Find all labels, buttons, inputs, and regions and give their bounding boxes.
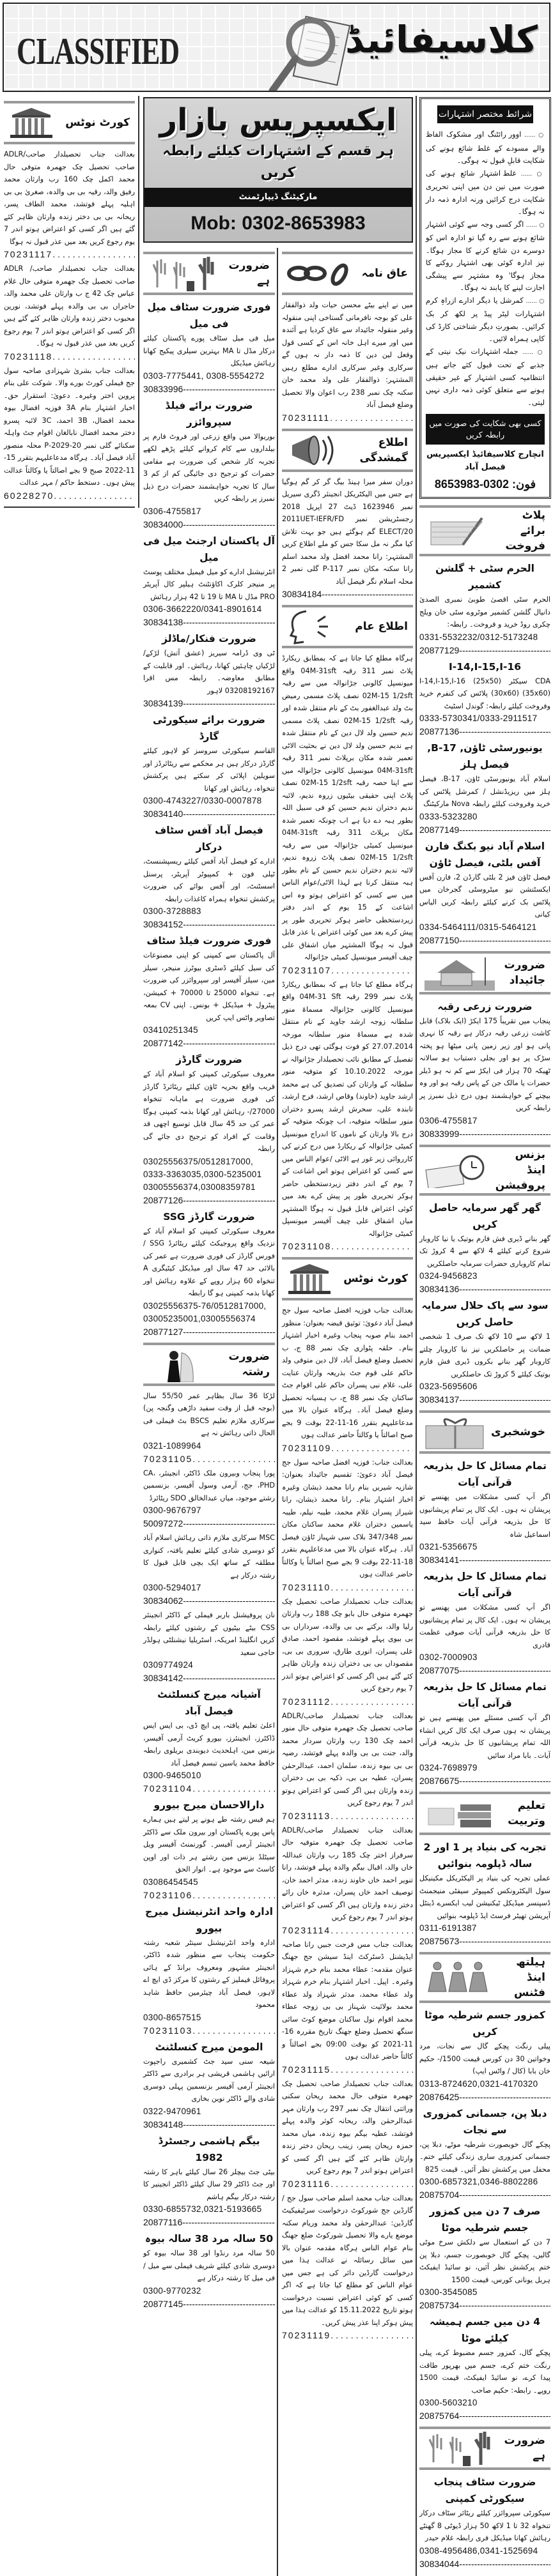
ad-reference-number: 70231118 ..... xyxy=(4,350,135,363)
classified-ad xyxy=(282,476,413,602)
ad-body: القاسم سیکورٹی سروسز کو لاہور کیلئے گارڈز درکار ہیں ہر محکمے سے ریٹائرڈز اور سویلین اپلائی کر سکتے ہیں پرکشش تنخواہ، رہائش اور کھانا xyxy=(143,747,275,793)
ad-phone: 0333-5323280 xyxy=(419,811,478,821)
books-icon xyxy=(424,1795,495,1831)
ad-phone: 0300-3545085 xyxy=(419,2287,478,2297)
ad-title: الحرم سٹی + گلشن کشمیر xyxy=(435,563,534,591)
ad-phone: 0334-5464111/0315-5464121 xyxy=(419,922,537,932)
ad-title: بیگم ہاشمی رجسٹرڈ 1982 xyxy=(158,2135,260,2163)
ad-body: انٹرنیشنل ادارے کو میل فیمیل مختلف پوسٹ پر منیجر کلرک اکاؤنٹنٹ ہیلپر کال آپریٹر PRO مڈل تا MA تا 19 تا 42 ہزار رہائش xyxy=(143,567,275,601)
section-title: تعلیم وتربیت xyxy=(508,1799,545,1827)
ad-phone: 0321-1089964 xyxy=(143,1440,201,1451)
ad-body: بعدالت جناب تحصیلدار صاحب/ ADLR صاحب تحصیل چک جھمرہ متوفی حال غلام عباس چک 42 ج ب وارثان علی محمد والد، حاجراں بی بی والدہ پہلے فوتشد، نورین محبوب دختر زندہ وارثان ظاہر کئے گئے ہیں اگر کسی کو اعتراض ہوتو اندر 7 یوم رجوع کریں بعد میں عذر قبول نہ ہوگا۔ xyxy=(4,264,135,347)
ad-body: اگر آپ کسی مسئلے میں پھنسے ہیں تو پریشان نہ ہوں صرف ایک کال کریں انشاء اللہ تمام پریشانیوں کا حل بذریعہ قرآنی آیات۔ بابا مراد سائیں xyxy=(419,1714,550,1760)
classified-ad xyxy=(143,822,275,931)
classified-ad xyxy=(282,1939,413,2077)
ad-reference-number: 30834140 ----- xyxy=(143,807,275,821)
rules-complaint-bar: کسی بھی شکایت کی صورت میں رابطہ کریں xyxy=(426,414,545,445)
section-header xyxy=(143,252,275,295)
classified-ad xyxy=(419,2203,550,2312)
ad-body: میل فی میل سٹاف پورے پاکستان کیلئے درکار مڈل تا MA بہترین سیلری پیکیج کھانا رہائش میڈیکل xyxy=(143,334,275,367)
classified-ad xyxy=(419,838,550,947)
ad-phone: 0306-3662220/0341-8901614 xyxy=(143,604,262,614)
ad-reference-number: 30834062 ----- xyxy=(143,1594,275,1608)
ad-body: ہرگاہ مطلع کیا جاتا ہے کہ بمطابق ریکارڈ پلاٹ نمبر 299 رقبہ 04M-31 Sft واقع میونسپل کالونی جڑانوالہ مسماۃ منور سلطانہ زوجہ ارشد جاوید کے نام منتقل شدہ ہے مسماۃ منور سلطانہ مورخہ 27.07.2014 کو فوت ہوگئی تھی درج ذیل تفصیل کے مطابق نائب تحصیلدار جڑانوالہ نے مورخہ 10.10.2022 کو متوفیہ منور سلطانہ کے وارثان کی تصدیق کی ہے محمد ارشد جاوید (خاوند) وقاص ارشد، فرح ارشد، تابندہ علی، سحرش ارشد پسرو دختران منور سلطانہ متوفیہ، اب چونکہ متوفیہ کے درج بالا وارثان کے ناموں کا اندراج میونسپل کمیٹی جڑانوالہ کے ریکارڈ میں درج کرنے کی کارروائی زیر غور ہے الاٹی /عوام الناس میں سے کسی کو اعتراض ہوتو اس اشاعت کے 7 یوم کے اندر دفتر زیردستخطی حاضر ہوکر تحریری طور پر پیش کرے بعد میں کوئی اعتراض قابل قبول نہ ہوگا المشتہر میاں اشفاق علی چیف آفیسر میونسپل کمیٹی جڑانوالہ xyxy=(282,980,413,1238)
ad-reference-number: 30834044 ----- xyxy=(419,2557,550,2571)
ad-reference-number: 70231115 ..... xyxy=(282,2063,413,2077)
classified-ad xyxy=(282,652,413,977)
classified-rules-box xyxy=(419,97,551,499)
ad-title: المومن میرج کنسلٹنٹ xyxy=(155,2041,263,2053)
ad-title: 4 دن میں جسم ہمیشہ کیلئے موٹا xyxy=(429,2316,541,2344)
ad-body: ٹی وی ڈرامہ سیریز (عشق آتش) لڑکے/لڑکیاں چاہئیں کھانا، رہائش۔ اور قابلیت کے مطابق معاوضہ۔ رابطہ مس اقرا 03208192167 لاہور xyxy=(143,649,275,695)
ad-phone: 0308-4956486,0341-1525694 xyxy=(419,2545,538,2556)
ad-body: بعدالت جناب تحصیلدار صاحب/ADLR صاحب تحصیل چک جھمرہ متوفیہ حال سرفراز اختر چک 185 رب وارثان عبداللہ خاں والد، اقبال بیگم والدہ پہلے فوتشد، رانا تنویر احمد خاں خاوند زندہ، مدثر احمد خان، توصیف احمد خاں پسران، مدثرہ خاں رائے دختر زندہ وارثان ہیں اگر کسی کو اعتراض ہوتو اندر 7 یوم رجوع کریں xyxy=(282,1825,413,1921)
ad-title: یونیورسٹی ٹاؤن, B-17, فیصل ہلز xyxy=(427,742,543,770)
classified-ad xyxy=(143,1532,275,1608)
express-bazaar-banner xyxy=(143,97,413,243)
ad-reference-number: 70231111 ..... xyxy=(282,411,413,425)
column-jobs-matrimonial xyxy=(143,248,275,2344)
ad-phone: 03410251345 xyxy=(143,1025,198,1035)
classified-ad xyxy=(143,1903,275,2038)
ad-body: ہم فیس رشتہ طے ہونے پر لیتے ہیں ہمارے پاس پورے پاکستان اور بیرون ملک سے ڈاکٹر انجینئر آرمی آفیسر۔ گورنمنٹ آفیسر ویل سیٹلڈ بزنس مین رشتے ہر ذات اور اوپن کاسٹ سے موجود ہے۔ انوار الحق xyxy=(143,1815,275,1873)
ad-reference-number: 70231110 ..... xyxy=(282,1581,413,1594)
section-header xyxy=(419,2427,550,2470)
ad-reference-number: 20877149 ----- xyxy=(419,823,550,837)
masthead xyxy=(3,3,550,92)
section-title: پلاٹ برائے فروخت xyxy=(505,509,545,553)
ad-title: ضرورت زرعی رقبہ xyxy=(437,1000,533,1012)
section-header xyxy=(282,1257,413,1300)
ad-body: اسلام آباد یونیورسٹی ٹاؤن، B-17، فیصل ہلز میں ریزیڈنشل / کمرشل پلاٹس کی خرید وفروخت کیلئے رابطہ Nova مارکیٹنگ xyxy=(419,775,550,808)
column-court-notices xyxy=(4,97,135,508)
ad-body: سیکورٹی سپروائزر کیلئے ریٹائر سٹاف درکار تنخواہ 32 تا 1 لاکھ 50 ہزار ڈیوٹی 8 گھنٹے رہائش کھانا میڈیکل فری رابطہ غلام حیدر xyxy=(419,2509,550,2542)
classified-ad xyxy=(282,2078,413,2191)
ad-phone: 0311-6191387 xyxy=(419,1923,477,1933)
ad-title: ضرورت فنکار/ماڈلز xyxy=(162,633,256,644)
section-title: خوشخبری xyxy=(491,1426,545,1438)
right-section xyxy=(419,97,551,2572)
ad-phone: 0306-4755817 xyxy=(143,506,201,516)
ad-body: بیٹی جٹ بیچلر 26 سال کیلئے باہر کا رشتہ اور جٹ ڈاکٹر 29 سال کیلئے ڈاکٹر انجینیر کا رشتہ درکار بیگم ہاشم xyxy=(143,2167,275,2201)
ad-phone: 0300-9770232 xyxy=(143,2285,201,2296)
ad-body: بعدالت جناب: فوزیہ افضل صاحبہ سول جج فیصل آباد دعویٰ: تقسیم جائیداد بعنوان: شازیہ شیریں بنام رانا محمد ذیشان وغیرہ اخبار اشتہار بنام۔ رانا محمد ذیشان، رانا شیراز پسران غلام محمد، طیبہ نیلم، طیبہ یاسمین دختران غلام محمد ساکنان مکان نمبر 347/348 بلاک سی شہباز ٹاؤن فیصل آباد۔ ہرگاہ عنوان بالا میں مدعاعلیہم بتقرر 18-11-22 بوقت 9 بجے صبح اصالتاً یا وکالتاً حاضر عدالت ہوں xyxy=(282,1458,414,1578)
ad-title: تجربہ کی بنیاد پر 1 اور 2 سالہ ڈپلومہ بنوائیں xyxy=(423,1841,547,1870)
ad-body: لڑکا 36 سال بظاہر عمر 55/50 سال (بوجہ قبل از وقت سفید داڑھی وگنجہ پن) سرکاری ملازم تعلیم BSCS بٹ فیملی فی الحال ذاتی رہائش نہ ہے xyxy=(143,1391,275,1437)
house-icon xyxy=(424,955,495,991)
classified-ad xyxy=(143,2230,275,2311)
section-title: کورٹ نوٹس xyxy=(343,1272,408,1285)
ad-phone: 03025556375/0512817000, 0333-3363035,0300-5235001 03005556374,03008359781 xyxy=(143,1156,262,1192)
section-title: عاق نامہ xyxy=(361,267,408,280)
ad-title: دارالاحسان میرج بیورو xyxy=(153,1799,265,1811)
ad-body: اگر آپ کسی مشکلات میں پھنسے تو پریشان نہ ہوں۔ ایک کال پر تمام پریشانیوں کا حل بذریعہ قرآنی آیات حافظ سید اسماعیل شاہ xyxy=(419,1493,550,1539)
classified-ad xyxy=(419,659,550,739)
fitness-icon xyxy=(424,1960,495,1995)
ad-body: ادارہ واحد انٹرنیشنل سینٹر شعبہ رشتہ حکومت پنجاب سے منظور شدہ ڈاکٹر، انجینئر مشہور ومعروف برانڈ کے ہائی پروفائل فیملیز کے رشتوں کا مرکز ڈی ایچ اے لاہور، فیصل آباد چیئرمین حافظ شاہد محمود xyxy=(143,1938,275,2009)
ad-title: سود سے پاک حلال سرمایہ حاصل کریں xyxy=(421,1300,549,1328)
banner-department: مارکیٹنگ ڈیپارٹمنٹ xyxy=(144,188,412,207)
ad-reference-number: 30834152 ----- xyxy=(143,918,275,931)
section-header xyxy=(419,1145,550,1196)
ad-body: معروف سیکورٹی کمپنی کو اسلام آباد کے نزدیک واقع پروجیکٹ کیلئے ریٹائرڈ SSG / فورس گارڈز کی فوری ضرورت ہے عمر کی بالائی حد 47 سال اور میڈیکل کیٹیگری A تنخواہ 60 ہزار روپے کے علاوہ رہائش اور کھانا بذمہ کمپنی ہو گا رابطہ xyxy=(143,1226,275,1297)
ad-phone: 0300-9676797 xyxy=(143,1505,201,1515)
ad-body: بوریوالا میں واقع زرعی اور فروٹ فارم پر بیلداروں سے کام کروانے کیلئے پڑھے لکھے تجربہ کار شخص کی ضرورت ہے مقامی حضرات کو ترجیح دی جائیگی کم از کم 3 سال کا تجربہ خواہشمند حضرات درج ذیل نمبرز پر رابطہ کریں xyxy=(143,432,275,503)
classified-ad xyxy=(282,1824,413,1937)
clock-icon xyxy=(424,1152,495,1188)
ad-reference-number: 70231108 ..... xyxy=(282,1240,413,1253)
ad-body: عملی تجربہ کی بنیاد پر الیکٹریکل مکینیکل سول الیکٹرونکس کمپیوٹر سیفٹی منیجمنٹ ڈسپنسر میڈیکل ٹیکنیشن لیب ایکسرے ڈینٹل آپریشن تھیٹر فرسٹ ایڈ ڈپلومہ بنوائیں xyxy=(419,1874,550,1920)
ad-reference-number: 20877075 ----- xyxy=(419,1664,550,1677)
ad-body: دوران سفر میرا ہینڈ بیگ گر کر گم ہوگیا ہے جس میں الیکٹریکل انجینئر ڈگری سیریل نمبر 1623946 ڈیٹ 27 اپریل 2018 رجسٹریشن نمبر 2011UET-IEFR/FD ELECT/20 گم ہوگئے ہیں جو بہت تلاش کیا مگر نہ مل سکا جس کو ملے اطلاع کریں المشتہر: رانا محمد افضل ولد محمد اسلم رانا سکنہ مکان نمبر P-117 گلی نمبر 2 محلہ اسلام نگر فیصل آباد xyxy=(282,477,414,586)
classified-ad xyxy=(143,630,275,710)
ad-body: 50 سالہ مرد رنڈوا اور 38 سالہ بیوہ کو دوسری شادی کیلئے شریف فیملی سے میل / فی میل کا رشتہ درکار ہے xyxy=(143,2249,275,2282)
column-divider xyxy=(138,96,139,508)
ad-reference-number: 20877142 ----- xyxy=(143,1037,275,1050)
ad-reference-number: 70231107 ..... xyxy=(282,964,413,977)
ad-reference-number: 20877129 ----- xyxy=(419,644,550,657)
ad-reference-number: 30834142 ----- xyxy=(143,1672,275,1685)
ad-body: بعدالت جناب تحصیلدار صاحب تحصیل چک جھمرہ متوفی حال بابو چک 188 رب وارثان رلیا والد، برکتے بی بی والدہ، سرداراں بی بی بیوی پہلے فوتشد، مقصود احمد، صادق علی پسران، انوری طارق، سروری بی بی، مقصوداں بی بی دختران زندہ وارثان ظاہر کئے گئے ہیں اگر کسی کو اعتراض ہوتو اندر 7 یوم رجوع کریں xyxy=(282,1597,414,1693)
ad-title: کمزور جسم شرطیہ موٹا کریں xyxy=(424,2009,545,2038)
section-header xyxy=(143,1343,275,1386)
ad-body: 1 لاکھ سے 10 لاکھ تک صرف 1 شخصی ضمانت پر حاصلکریں نیز نیا کاروبار چلتے کاروبار گھر بنانے بکروں ڈیری فش فارم بوتیک کیلئے 5 کروڑ تک حاصلکریں xyxy=(419,1332,550,1378)
rules-title: شرائط مختصر اشتہارات xyxy=(437,105,533,123)
ad-phone: 0300-8657515 xyxy=(143,2012,201,2022)
middle-columns xyxy=(143,248,413,2344)
ad-reference-number: 30834000 ----- xyxy=(143,518,275,531)
ad-title: فوری ضرورت سٹاف میل فی میل xyxy=(147,301,271,330)
classified-ad xyxy=(143,1208,275,1339)
ad-reference-number: 70231112 ..... xyxy=(282,1695,413,1709)
ad-title: تمام مسائل کا حل بذریعہ قرآنی آیات xyxy=(423,1460,547,1488)
ad-body: میں نے اپنے بیٹے محسن حیات ولد ذوالفقار علی کو بوجہ نافرمانی گستاخی اپنی منقولہ وغیر منقولہ جائیداد سے عاق کردیا ہے آئندہ میں اور میرے اہل خانہ اس کے کسی قول وفعل لین دین کا ذمہ دار نہ ہوں گے سرکاری وغیر سرکاری ادارے مطلع رہیں المشتہر: ذوالفقار علی ولد محمد خان سکنہ چک نمبر 238 رب اعوان والا تحصیل وضلع فیصل آباد xyxy=(282,301,413,409)
ad-reference-number: 20877116 ----- xyxy=(143,2216,275,2229)
ad-title: ضرورت برائے فیلڈ سپروائزر xyxy=(165,399,253,428)
classified-ad xyxy=(143,397,275,531)
ad-body: پچکے گال، کمزور جسم مضبوط کرے، پیلی رنگت ختم کرے، جسم میں بھرپور طاقت پیدا کرے، نو سائیڈ ایفیکٹ، قیمت 1500 روپے۔ رابطہ: حکیم صاحب xyxy=(419,2349,550,2395)
ad-title: I-14,I-15,I-16 xyxy=(448,660,522,673)
ad-title: تمام مسائل کا حل بذریعہ قرآنی آیات xyxy=(423,1681,547,1709)
classified-ad xyxy=(143,2133,275,2230)
ad-body: معروف سیکورٹی کمپنی کو اسلام آباد کے قریب واقع بحریہ ٹاؤن کیلئے ریٹائرڈ گارڈز کی فوری ضرورت ہے ماہانہ تنخواہ 27000/- رہائش اور کھانا بذمہ کمپنی ہوگا عمر کی حد 45 سال قابل توسیع اچھی قد وقامت کے افراد کو ترجیح دی جائے گی رابطہ xyxy=(143,1070,275,1153)
ad-phone: 0300-3728883 xyxy=(143,906,201,916)
section-header xyxy=(282,605,413,648)
classified-ad xyxy=(143,1390,275,1466)
banner-mobile: Mob: 0302-8653983 xyxy=(191,213,366,234)
ad-title: ادارہ واحد انٹرنیشنل میرج بیورو xyxy=(145,1905,273,1934)
ad-phone: 0300-4743227/0330-0007878 xyxy=(143,796,262,805)
ad-body: 7 دن کے استعمال سے دلکش سرخ موٹی گالیں، پچکے گال خوبصورت جسم، دبلا پن ختم پرکشش نظر آئیں، نو سائیڈ ایفیکٹ ہربل یونانی کورس، قیمت 1500 xyxy=(419,2238,550,2284)
classified-ad xyxy=(143,533,275,630)
section-title: کورٹ نوٹس xyxy=(65,116,130,129)
classified-ad xyxy=(419,1679,550,1788)
column-property-business-health xyxy=(419,505,550,2571)
column-divider xyxy=(416,96,417,2576)
ad-phone: 0309774924 xyxy=(143,1660,194,1670)
classified-ad xyxy=(143,1467,275,1531)
ad-reference-number: 30834184 ----- xyxy=(282,588,413,601)
classified-ad xyxy=(419,998,550,1141)
ad-reference-number: 20875734 ----- xyxy=(419,2299,550,2312)
chain-icon xyxy=(287,259,351,287)
ad-reference-number: 20877145 ----- xyxy=(143,2298,275,2311)
classified-ad xyxy=(419,2313,550,2423)
ad-reference-number: 20877127 ----- xyxy=(143,1325,275,1339)
classified-ad xyxy=(143,1609,275,1685)
classified-ad xyxy=(419,1297,550,1406)
classified-ad xyxy=(282,979,413,1254)
ad-phone: 0322-9470961 xyxy=(143,2106,201,2116)
ad-title: فوری ضرورت فیلڈ سٹاف xyxy=(146,935,272,947)
ad-phone: 0333-5730341/0333-2911517 xyxy=(419,713,538,723)
classified-ad xyxy=(282,1710,413,1823)
classified-ad xyxy=(419,1200,550,1297)
ad-title: 50 سالہ مرد 38 سالہ بیوہ xyxy=(144,2233,274,2244)
ad-reference-number: 20875764 ----- xyxy=(419,2409,550,2423)
ad-reference-number: 30834141 ----- xyxy=(419,1553,550,1567)
ad-phone: 0330-6855732,0321-5193665 xyxy=(143,2204,262,2214)
ad-body: نان پروفیشنل باربر فیملی کے ڈاکٹر انجینئر CSS بیٹے بیٹیوں کے رشتوں کیلئے رابطہ کریں انگلینڈ امریکہ، اسٹریلیا نیشنلٹی ہولڈر حاجی سعید xyxy=(143,1611,275,1657)
classified-ad xyxy=(419,560,550,657)
ad-body: CDA سیکٹر I-14,I-15,I-16 (25x50)(30x60) (35x60) پلاٹس کی کنفرم خرید وفروخت کیلئے رابطہ: گوندل اسٹیٹ xyxy=(419,676,550,710)
ad-phone: 03086454545 xyxy=(143,1877,198,1887)
ad-title: آشیانہ میرج کنسلٹنٹ فیصل آباد xyxy=(157,1689,261,1717)
ad-reference-number: 30834139 ----- xyxy=(143,697,275,710)
classified-ad xyxy=(4,365,135,503)
ad-reference-number: 20875673 ----- xyxy=(419,1935,550,1948)
ad-phone: 0302-7000903 xyxy=(419,1652,478,1662)
classified-ad xyxy=(282,299,413,425)
ad-phone: 0300-5603210 xyxy=(419,2398,478,2407)
court-icon xyxy=(9,106,54,139)
ad-title: ضرورت گارڈز xyxy=(176,1054,242,1065)
classified-ad xyxy=(282,1304,413,1455)
section-header xyxy=(419,1952,550,2003)
ad-title: تمام مسائل کا حل بذریعہ قرآنی آیات xyxy=(423,1571,547,1599)
classified-ad xyxy=(419,1568,550,1677)
classified-ad xyxy=(419,2474,550,2571)
ad-phone: 0324-9456823 xyxy=(419,1271,478,1281)
ad-reference-number: 20876425 ----- xyxy=(419,2091,550,2104)
section-header xyxy=(419,1410,550,1454)
banner-subtitle: ہر قسم کے اشتہارات کیلئے رابطہ کریں xyxy=(162,143,394,181)
ad-title: ضرورت برائے سیکورٹی گارڈ xyxy=(153,714,265,742)
classified-ad xyxy=(419,1458,550,1567)
section-title: اطلاع عام xyxy=(355,620,408,633)
classified-ad xyxy=(143,1686,275,1795)
ad-phone: 0323-5695606 xyxy=(419,1382,478,1391)
section-title: ہیلتھ اینڈ فٹنس xyxy=(513,1956,545,1999)
banner-title: ایکسپریس بازار xyxy=(159,102,397,138)
ad-body: بعدالت جناب تحصیلدار صاحب/ADLR صاحب تحصیل چک جھمرہ متوفی حال منور احمد چک 130 رب وارثان سردار محمد والد، جنت بی بی والدہ پہلے فوتشد، رضیہ بی بی بیوہ زندہ، سلمان احمد، عبدالرحمٰن پسران، عطیہ بی بی، ذکیہ بی بی دختران زندہ وارثان ہیں اگر کسی کو اعتراض ہوتو اندر 7 یوم رجوع کریں xyxy=(282,1711,414,1807)
gift-icon xyxy=(421,1414,491,1450)
ad-reference-number: 20875704 ----- xyxy=(419,2188,550,2202)
rules-list xyxy=(426,128,545,409)
ad-body: گھر بنانے ڈیری فش فارم بوتیک یا نیا کاروبار شروع کرنے کیلئے 4 لاکھ سے 4 کروڑ تک تمام کاروباری حضرات سرمایہ حاصلکریں xyxy=(419,1234,551,1268)
rule-item: ○ ...... اوور رائٹنگ اور مشکوک الفاظ والے مسودے کے غلط شائع ہونے کی شکایت قابلِ قبول نہ ہوگی۔ xyxy=(426,128,545,167)
ad-body: پچکے گال خوبصورت شرطیہ موٹے، دبلا پن، جسمانی کمزوری ساری زندگی کیلئے ختم۔ محفل میں پرکشش نظر آئیں۔ قیمت 825 xyxy=(419,2140,550,2174)
rule-item: ○ ...... غلط اشتہار شائع ہونے کی صورت میں تین دن میں اپنی تحریری شکایت درج کرائیں ورنہ ادارہ ذمہ دار نہ ہوگا۔ xyxy=(426,167,545,218)
classified-ad xyxy=(419,740,550,837)
ad-phone: 0300-5294017 xyxy=(143,1583,201,1592)
ad-phone: 03025556375-76/0512817000, 03005235001,03005556374 xyxy=(143,1300,267,1323)
rules-incharge: انچارج کلاسیفائیڈ ایکسپریس فیصل آباد xyxy=(426,450,544,472)
classified-ad xyxy=(143,712,275,821)
shout-icon xyxy=(287,609,338,644)
rule-item: ○ ...... کمرشل یا دیگر ادارے ازراہِ کرم اشتہارات لیٹر پیڈ پر لکھ کر بک کرائیں۔ بصورتِ دیگر شناختی کارڈ کی کاپی ہمراہ لائیں۔ xyxy=(426,294,545,346)
classified-ad xyxy=(4,263,135,363)
hands-icon xyxy=(424,2430,495,2466)
section-title: اطلاع گمشدگی xyxy=(359,436,408,464)
ad-reference-number: 70231106 ..... xyxy=(143,1889,275,1902)
classified-ad xyxy=(143,933,275,1050)
ad-title: ضرورت سٹاف پنجاب سیکورٹی کمپنی xyxy=(433,2476,536,2504)
court-icon xyxy=(287,1262,332,1295)
ad-phone: 0303-7775441, 0308-5554272 xyxy=(143,370,265,381)
masthead-title-en: CLASSIFIED xyxy=(17,30,180,73)
section-header xyxy=(419,951,550,995)
ad-body: فیصل ٹاؤن فیز 2 بلٹی گارڈن 2، فارن آفس ایکسٹنشن نیو میٹروسٹی گجرخان میں پلاٹس بک کرنے کیلئے رابطہ کریں الیاس کیانی xyxy=(419,873,550,918)
ad-reference-number: 70231114 ..... xyxy=(282,1924,413,1937)
section-title: ضرورت ہے xyxy=(504,2434,545,2462)
ad-body: پیلی رنگت پچکے گال سے نجات، مرد وخواتین 30 دن کورس قیمت 1500/- حکیم خان بابا (کال / واٹس ایپ) xyxy=(419,2042,550,2075)
classified-ad xyxy=(4,148,135,261)
ad-body: بعدالت جناب تحصیلدار صاحب تحصیل چک جھمرہ متوفی حال محمد ریحان سکنی وراثتی انتقال چک نمبر 297 رب وارثان مہر عبدالرحمٰن والد، ریحانہ کوثر والدہ پہلے فوتشد، عطیہ بیگم بیوہ زندہ، میاں محمد حمزہ ریحان پسر، زینب ریحان دختر زندہ وارثان ظاہر کئے گئے ہیں اگر کسی کو اعتراض ہوتو اندر 7 یوم رجوع کریں xyxy=(282,2079,413,2175)
section-title: بزنس اینڈ پروفیشن xyxy=(495,1148,545,1192)
ad-reference-number: 70231104 ..... xyxy=(143,1782,275,1795)
ad-body: بعدالت جناب بشریٰ شہزادی صاحبہ سول جج فیملی کورٹ بورے والا۔ شوکت علی بنام پروین اختر وغیرہ۔ دعویٰ: استقرار حق۔ اخبار اشتہار بنام 3A فوزیہ افضال بیوہ محمد افضال، 3B احمد، 3C لائبہ پسرو دختر محمد افضال نابالغان اقوام جٹ واہلہ سکنائے گلی نمبر 20-2029-P محلہ منصور آباد فیصل آباد۔ ہرگاہ مدعاعلیہم بتقرر 15-11-2022 صبح 9 بجے اصالتاً یا وکالتاً عدالت پیش ہوں۔ دستخط حاکم / مہر عدالت xyxy=(4,366,135,487)
ad-title: آل پاکستان ارجنٹ میل فی میل xyxy=(143,535,275,563)
ad-body: ہرگاہ مطلع کیا جاتا ہے کہ بمطابق ریکارڈ پلاٹ نمبر 311 رقبہ 04M-31sft واقع میونسپل کالونی جڑانوالہ میں سے رقبہ 02M-15 1/2sft نصف پلاٹ مسمی رمیض بٹ ولد عبدالغفور بٹ کے نام منتقل شدہ اور رقبہ 02M-15 1/2sft نصف پلاٹ مسمی ندیم حسین ولد لال دین کے نام منتقل شدہ ہے ندیم حسین ولد لال دین نے بحثیت الاٹی تعمیر شدہ مکان برپلاٹ نمبر 311 رقبہ 04M-31sft میونسپل کالونی جڑانوالہ میں سے اپنا حصہ رقبہ 02M-15 1/2sft نصف پلاٹ اپنی حقیقی بیٹیوں زروہ ندیم، لائبہ ندیم دختران ندیم حسین کو فی سبیل اللہ بطور ہبہ دے دیا ہے اب چونکہ تعمیر شدہ مکان برپلاٹ 311 رقبہ 04M-31sft میونسپل کمیٹی جڑانوالہ میں سے رقبہ 02M-15 1/2sft نصف پلاٹ زروہ ندیم، لائبہ ندیم دختران ندیم حسین کے نام بطور ہبہ منتقل کرنا ہے لہذا الاٹی/عوام الناس میں سے کسی کو اعتراض ہوتو وہ اس اشاعت کے 15 یوم کے اندر دفتر زیردستخطی حاضر ہوکر تحریری طور پر پیش کرے بعد میں کوئی اعتراض یا عذر قابل قبول نہ ہوگا المشتہر میاں اشفاق علی چیف آفیسر میونسپل کمیٹی جڑانوالہ xyxy=(282,654,414,961)
ad-reference-number: 30833996 ----- xyxy=(143,383,275,396)
section-header xyxy=(419,505,550,556)
megaphone-icon xyxy=(287,432,338,468)
middle-section xyxy=(143,97,413,2344)
section-title: ضرورت رشتہ xyxy=(228,1350,270,1378)
ad-reference-number: 70231109 ..... xyxy=(282,1442,413,1455)
section-header xyxy=(282,252,413,295)
rules-phone: فون: 0302-8653983 xyxy=(434,478,536,491)
classified-ad xyxy=(419,2105,550,2202)
ad-body: الحرم سٹی اقصیٰ طوبیٰ نمبری الصدیٰ دانیال گلشن کشمیر موٹروے سٹی خان ویلج چکری روڈ خرید و فروخت۔ رابطہ: xyxy=(419,595,550,629)
ad-reference-number: 20877126 ----- xyxy=(143,1194,275,1207)
ad-phone: 0300-6857321,0346-8802286 xyxy=(419,2177,538,2186)
ad-body: بعدالت جناب محمد اسلم صاحب سول جج / گارڈین جج شورکوٹ درخواست سرٹیفیکیٹ گارڈین: عبدالرحمٰن ولد محمد وریام سکنہ موضع یارے والا تحصیل شورکوٹ ضلع جھنگ بنام عوام الناس ہرگاہ مقدمہ عنوان بالا میں سائل رسائلہ نے عدالت ہذا میں درخواست گارڈین دائر کی ہے جس میں عوام الناس کو مطلع کیا جاتا ہے کہ اگر کسی کو کوئی اعتراض نسبت درخواست ہوتو تاریخ 15.11.2022 کو عدالت ہذا میں پیش ہوکر اپنا عذر پیش کریں۔ xyxy=(282,2193,413,2327)
ad-phone: 0313-8724620,0321-4170320 xyxy=(419,2078,538,2089)
section-header xyxy=(282,429,413,472)
ad-reference-number: 70231116 ..... xyxy=(282,2177,413,2191)
ad-title: فیصل آباد آفس سٹاف درکار xyxy=(155,825,263,853)
ad-reference-number: 30834138 ----- xyxy=(143,616,275,629)
classified-ad xyxy=(143,2039,275,2131)
ad-reference-number: 70231103 ..... xyxy=(143,2024,275,2038)
ad-reference-number: 20877150 ----- xyxy=(419,934,550,947)
rule-item: ○ ...... جملہ اشتہارات نیک نیتی کے جذبے کے تحت قبول کئے جاتے ہیں انتظامیہ کسی اشتہار کے غیر حقیقی ہونے سے متعلق کوئی ذمہ داری نہیں لیتی۔ xyxy=(426,346,545,409)
ad-phone: 0300-9465010 xyxy=(143,1771,201,1780)
classified-ad xyxy=(143,1797,275,1902)
ad-phone: 0321-5356675 xyxy=(419,1542,478,1551)
ad-body: اعلیٰ تعلیم یافتہ، پی ایچ ڈی، بی ایس ایس ڈاکٹرز، انجینئرز، بیورو کریٹ آرمی آفیسر، بزنس مین، اہلحدیث دیوبندی بریلوی رابطہ حافظ محمد یاسین تبسم فیصل آباد xyxy=(143,1721,275,1767)
classified-ad xyxy=(143,299,275,396)
ad-reference-number: 60228270 ..... xyxy=(4,489,135,503)
ad-reference-number: 30833999 ----- xyxy=(419,1127,550,1141)
column-notices xyxy=(282,248,413,2344)
ad-title: صرف 7 دن میں کمزور جسم شرطیہ موٹا xyxy=(429,2206,541,2234)
magnifier-newspaper-icon xyxy=(260,9,355,92)
ad-title: اسلام آباد نیو بکنگ فارن آفس بلٹی، فیصل ٹاؤن xyxy=(424,840,545,869)
ad-title: گھر گھر سرمایہ حاصل کریں xyxy=(429,1201,541,1230)
ad-body: پنجاب میں تقریباً 175 ایکڑ (ایک بلاک) قابل کاشت زرعی رقبہ درکار ہے رقبہ کا نہری پانی ہو اور زیر زمین پانی میٹھا ہو پختہ سڑک پر ہو اور بجلی دستیاب ہو سالانہ ٹھیکہ 70 ہزار فی ایکڑ سے کم نہ ہو ڈیلر حضرات یا مالک جن کے پاس رقبہ ہو اور وہ بیچنے کے خواہشمند ہوں درج ذیل نمبرز پر رابطہ کریں xyxy=(419,1016,550,1112)
plot-icon xyxy=(424,513,495,549)
ad-reference-number: 30834137 ----- xyxy=(419,1393,550,1406)
ad-reference-number: 70231119 ..... xyxy=(282,2329,413,2342)
ad-reference-number: 70231113 ..... xyxy=(282,1810,413,1823)
ad-phone: 0324-7698979 xyxy=(419,1763,478,1772)
ad-phone: 0306-4755817 xyxy=(419,1115,478,1125)
ad-reference-number: 50097272 ----- xyxy=(143,1517,275,1530)
section-header xyxy=(419,1792,550,1835)
hands-icon xyxy=(148,255,219,291)
ad-phone: 0331-5532232/0312-5173248 xyxy=(419,632,538,642)
section-header xyxy=(4,101,135,144)
ad-body: بعدالت جناب فوزیہ افضل صاحبہ سول جج فیصل آباد دعویٰ: توثیق قبضہ بعنوان: منظور احمد بنام صوبہ پنجاب وغیرہ اخبار اشتہار بنام۔ حلقہ پٹواری چک نمبر 88 ج، ب تحصیل وضلع فیصل آباد، لال دین متوفی ولد حاکم علی قوم جٹ بذریعہ وارثان عنایت علی، غلام نبی پسران حاکم علی اقوام جٹ ساکنان چک نمبر 88 ج، ب ہسیانہ تحصیل وضلع فیصل آباد۔ ہرگاہ عنوان بالا میں مدعاعلیہم بتقرر 16-11-22 بوقت 9 بجے صبح اصالتاً یا وکالتاً حاضر عدالت ہوں xyxy=(282,1306,414,1439)
classified-ad xyxy=(419,1839,550,1948)
ad-body: MSC سرکاری ملازم ذاتی رہائش اسلام آباد کو دوسری شادی کیلئے تعلیم یافتہ، کنواری مطلقہ کے ساتھ ایک بچی قابل قبول کا رشتہ درکار ہے xyxy=(143,1534,275,1580)
ad-title: ضرورت گارڈز SSG xyxy=(163,1210,255,1223)
ad-reference-number: 20877136 ----- xyxy=(419,725,550,738)
section-title: ضرورت جائیداد xyxy=(504,958,545,987)
ad-reference-number: 70231117 ..... xyxy=(4,248,135,261)
ad-reference-number: 30834148 ----- xyxy=(143,2118,275,2131)
ad-body: آل پاکستان سے کمپنی کو اپنی مصنوعات کی سیل کیلئے ڈسٹری بیوٹرز منیجر، سیلز مین، سیلز آفیسر اور سپروائزر کی ضرورت ہے۔ تنخواہ 25000 تا 70000 + کمیشن، پیٹرول + میڈیکل + بونس۔ اپنی CV بمعہ تصاویر واٹس ایپ کریں xyxy=(143,951,276,1022)
classified-ad xyxy=(143,1051,275,1207)
ad-title: دبلا پن، جسمانی کمزوری سے نجات xyxy=(423,2107,547,2136)
masthead-title-ur: کلاسیفائیڈ xyxy=(345,18,538,61)
ad-body: ادارے کو فیصل آباد آفس کیلئے ریسپشنسٹ، ٹیلی فون + کمپیوٹر آپریٹر، پرسنل اسسٹنٹ، اور آفس بوائے کی ضرورت پرکشش تنخواہ ہمراہ کاغذات رابطہ xyxy=(143,857,275,903)
ad-body: اگر آپ کسی مشکلات میں پھنسے تو پریشان نہ ہوں۔ ایک کال پر تمام پریشانیوں کا حل بذریعہ قرآنی آیات صوفی عظمت قادری xyxy=(419,1603,550,1649)
classified-ad xyxy=(282,1456,413,1594)
ad-reference-number: 20876675 ----- xyxy=(419,1774,550,1788)
rule-item: ○ ...... اگر کسی وجہ سے کوئی اشتہار شائع ہونے سے رہ گیا تو ادارہ اس کو دوسرے دن شائع کرنے کا مجاز ہوگا۔ نیز ادارہ کوئی بھی اشتہار روکنے کا مجاز ہوگا' وہ مشتہر سے پیشگی اجازت لینے کا پابند نہ ہوگا۔ xyxy=(426,218,545,294)
ad-body: بعدالت جناب تحصیلدار صاحب/ADLR صاحب تحصیل چک جھمرہ متوفی حال محمد اکمل چک 160 رب وارثان محمد رفیق والد، رقیہ بی بی والدہ، صغریٰ بی بی اہلیہ پہلے فوتشد، محمد الطاف پسر، ریحانہ بی بی دختر زندہ وارثان ظاہر کئے گئے ہیں اگر کسی کو اعتراض ہوتو اندر 7 یوم رجوع کریں بعد میں عذر قبول نہ ہوگا xyxy=(4,150,136,246)
classified-ad xyxy=(282,2192,413,2343)
ad-body: شیعہ سنی سید جٹ کشمیری راجپوت ارائیں ہاشمی قریشی ہر برادری سے ڈاکٹر انجینئر آرمی آفیسر بزنسمین پہلی دوسری شادی والے ڈاکٹر نوین بخاری xyxy=(143,2057,275,2103)
ad-body: پورا پنجاب وبیرون ملک ڈاکٹر، انجینئر، CA، PHD، جج، آرمی وسول آفیسر، بزنسمین رشتے موجود، میاں عبدالخالق SDO ریٹائرڈ xyxy=(143,1468,275,1502)
classified-ad xyxy=(419,2007,550,2104)
ad-reference-number: 70231105 ..... xyxy=(143,1452,275,1466)
classified-ad xyxy=(282,1596,413,1709)
section-title: ضرورت ہے xyxy=(228,259,270,287)
ad-body: بعدالت جناب مس فرحت جبیں رانا صاحبہ ایڈیشنل ڈسٹرکٹ اینڈ سیشن جج جھنگ عنوان مقدمہ: عطاء محمد بنام خرم شہزاد وغیرہ۔ اپیل۔ اخبار اشتہار بنام خرم شہزاد ولد عطاء محمد، مدثر شہزاد ولد عطاء محمد بولائیت شہناز بی بی زوجہ عطاء محمد اقوام نول ساکنان موضع کوٹ سائی سنگھ تحصیل وضلع جھنگ تاریخ مقررہ 16-11-2021 کو بوقت 09:00 بجے اصالتاً و کالتاً حاضر عدالت ہوں xyxy=(282,1940,413,2061)
ad-reference-number: 30834136 ----- xyxy=(419,1283,550,1296)
couple-icon xyxy=(148,1346,206,1382)
